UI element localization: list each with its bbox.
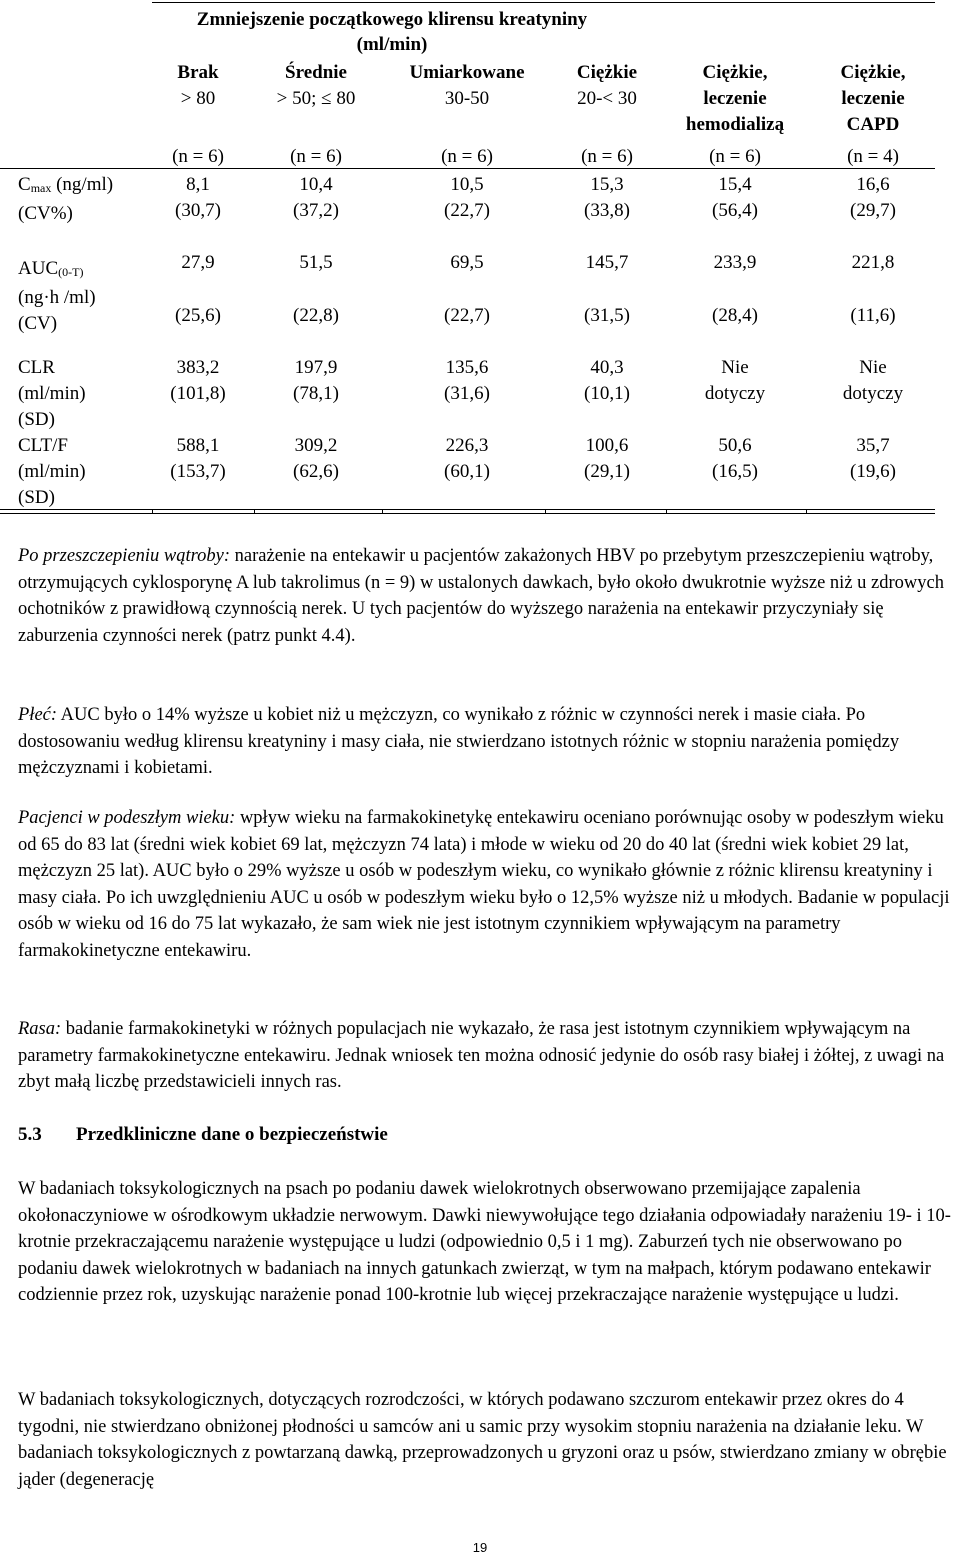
table-cell: 309,2 (62,6) [293,435,339,482]
pk-renal-table [0,0,960,520]
table-cell: 27,9 [181,252,215,273]
table-cell: 40,3 (10,1) [584,357,630,404]
table-cell: 50,6 (16,5) [712,435,758,482]
table-cell: 69,5 [450,252,484,273]
table-cell: 10,5 (22,7) [444,174,490,221]
column-header-severe: Ciężkie 20-< 30 [576,62,638,109]
table-header-rule [0,168,935,169]
paragraph-toxicology-reproduction: W badaniach toksykologicznych, dotyczących rozrodczości, w których podawano szczurom entekawir przez okres do 4 tygodni, nie stwierdzano obniżonej płodności u samców ani u samic przy wysokim stopniu narażenia na działanie leku. W badaniach toksykologicznych z powtarzaną dawką, przeprowadzonych u gryzoni oraz u psów, stwierdzano zmiany w obrębie jąder (degenerację [18,1390,947,1490]
table-cell: 226,3 (60,1) [444,435,490,482]
column-header-moderate: Umiarkowane 30-50 [409,62,525,109]
table-caption: Zmniejszenie początkowego klirensu kreatyniny [196,9,588,30]
table-divider [806,509,807,514]
n-count: (n = 4) [847,146,899,167]
table-cell: 100,6 (29,1) [584,435,630,482]
table-cell: 10,4 (37,2) [293,174,339,221]
paragraph-race: Rasa: badanie farmakokinetyki w różnych populacjach nie wykazało, że rasa jest istotnym czynnikiem wpływającym na parametry farmakokinetyczne entekawiru. Jednak wniosek ten można odnosić jedynie do osób rasy białej i żółtej, z uwagi na zbyt małą liczbę przedstawicieli innych ras. [18,1019,945,1092]
row-label-cmax: $C_{max}$ (ng/ml) (CV%) [18,174,114,224]
table-cell: (22,7) [444,305,490,326]
table-cell: 8,1 (30,7) [175,174,221,221]
n-count: (n = 6) [709,146,761,167]
table-cell: 15,3 (33,8) [584,174,630,221]
table-cell: Nie dotyczy [842,357,904,404]
table-divider [152,509,153,514]
table-cell: 51,5 [299,252,333,273]
column-header-mild: Średnie > 50; ≤ 80 [276,62,356,109]
table-cell: 588,1 (153,7) [170,435,226,482]
table-divider [254,509,255,514]
table-cell: (11,6) [850,305,896,326]
table-cell: 197,9 (78,1) [293,357,339,404]
table-cell: 221,8 [851,252,895,273]
paragraph-liver-transplant: Po przeszczepieniu wątroby: narażenie na entekawir u pacjentów zakażonych HBV po przebytym przeszczepieniu wątroby, otrzymujących cyklosporynę A lub takrolimus (n = 9) w ustalonych dawkach, było około dwukrotnie wyższe niż u zdrowych ochotników z prawidłową czynnością nerek. U tych pacjentów do wyższego narażenia na entekawir przyczyniały się zaburzenia czynności nerek (patrz punkt 4.4). [18,546,944,646]
row-label-clr: CLR (ml/min) (SD) [18,357,86,430]
table-cell: Nie dotyczy [704,357,766,404]
table-cell: (22,8) [293,305,339,326]
table-bottom-rule [0,509,935,510]
n-count: (n = 6) [290,146,342,167]
table-divider [382,509,383,514]
table-cell: 145,7 [585,252,629,273]
n-count: (n = 6) [581,146,633,167]
n-count: (n = 6) [441,146,493,167]
column-header-severe-capd: Ciężkie, leczenie CAPD [840,62,906,135]
table-cell: 16,6 (29,7) [850,174,896,221]
table-cell: 35,7 (19,6) [850,435,896,482]
table-bottom-rule [0,513,935,514]
row-label-cltf: CLT/F (ml/min) (SD) [18,435,86,508]
column-header-none: Brak > 80 [177,62,219,109]
table-divider [545,509,546,514]
table-caption-unit: (ml/min) [356,34,428,55]
table-cell: 135,6 (31,6) [444,357,490,404]
table-cell: 15,4 (56,4) [712,174,758,221]
column-header-severe-hemodialysis: Ciężkie, leczenie hemodializą [685,62,785,135]
paragraph-toxicology-dogs: W badaniach toksykologicznych na psach po podaniu dawek wielokrotnych obserwowano przemijające zapalenia okołonaczyniowe w ośrodkowym układzie nerwowym. Dawki niewywołujące tego działania odpowiadały narażeniu 19- i 10-krotnie przekraczającemu narażenie występujące u ludzi (odpowiednio 0,5 i 1 mg). Zaburzeń tych nie obserwowano po podaniu dawek wielokrotnych w badaniach na innych gatunkach zwierząt, w tym na małpach, którym podawano entekawir codziennie przez rok, uzyskując narażenie ponad 100-krotnie lub więcej przekraczające narażenie występujące u ludzi. [18,1179,951,1305]
table-cell: (28,4) [712,305,758,326]
table-cell: 383,2 (101,8) [170,357,226,404]
section-heading: 5.3 Przedkliniczne dane o bezpieczeństwie [18,1124,388,1145]
table-cell: 233,9 [713,252,757,273]
table-divider [666,509,667,514]
page-number: 19 [472,1540,488,1555]
table-cell: (25,6) [175,305,221,326]
row-label-auc: $AUC_{(0-T)}$ (ng·h /ml) (CV) [18,258,96,334]
table-top-rule [152,2,935,3]
table-cell: (31,5) [584,305,630,326]
n-count: (n = 6) [172,146,224,167]
paragraph-elderly: Pacjenci w podeszłym wieku: wpływ wieku na farmakokinetykę entekawiru oceniano porównując osoby w podeszłym wieku od 65 do 83 lat (średni wiek kobiet 69 lat, mężczyzn 74 lata) i młode w wieku od 20 do 40 lat (średni wiek kobiet 29 lat, mężczyzn 25 lat). AUC było o 29% wyższe u osób w podeszłym wieku, co wynikało głównie z różnic klirensu kreatyniny i masy ciała. Po ich uwzględnieniu AUC u osób w podeszłym wieku było o 12,5% wyższe niż u młodych. Badanie w populacji osób w wieku od 16 do 75 lat wykazało, że sam wiek nie jest istotnym czynnikiem wpływającym na parametry farmakokinetyczne entekawiru. [18,808,950,961]
paragraph-gender: Płeć: AUC było o 14% wyższe u kobiet niż u mężczyzn, co wynikało z różnic w czynności nerek i masie ciała. Po dostosowaniu według klirensu kreatyniny i masy ciała, nie stwierdzano istotnych różnic w stopniu narażenia pomiędzy mężczyznami i kobietami. [18,705,900,778]
